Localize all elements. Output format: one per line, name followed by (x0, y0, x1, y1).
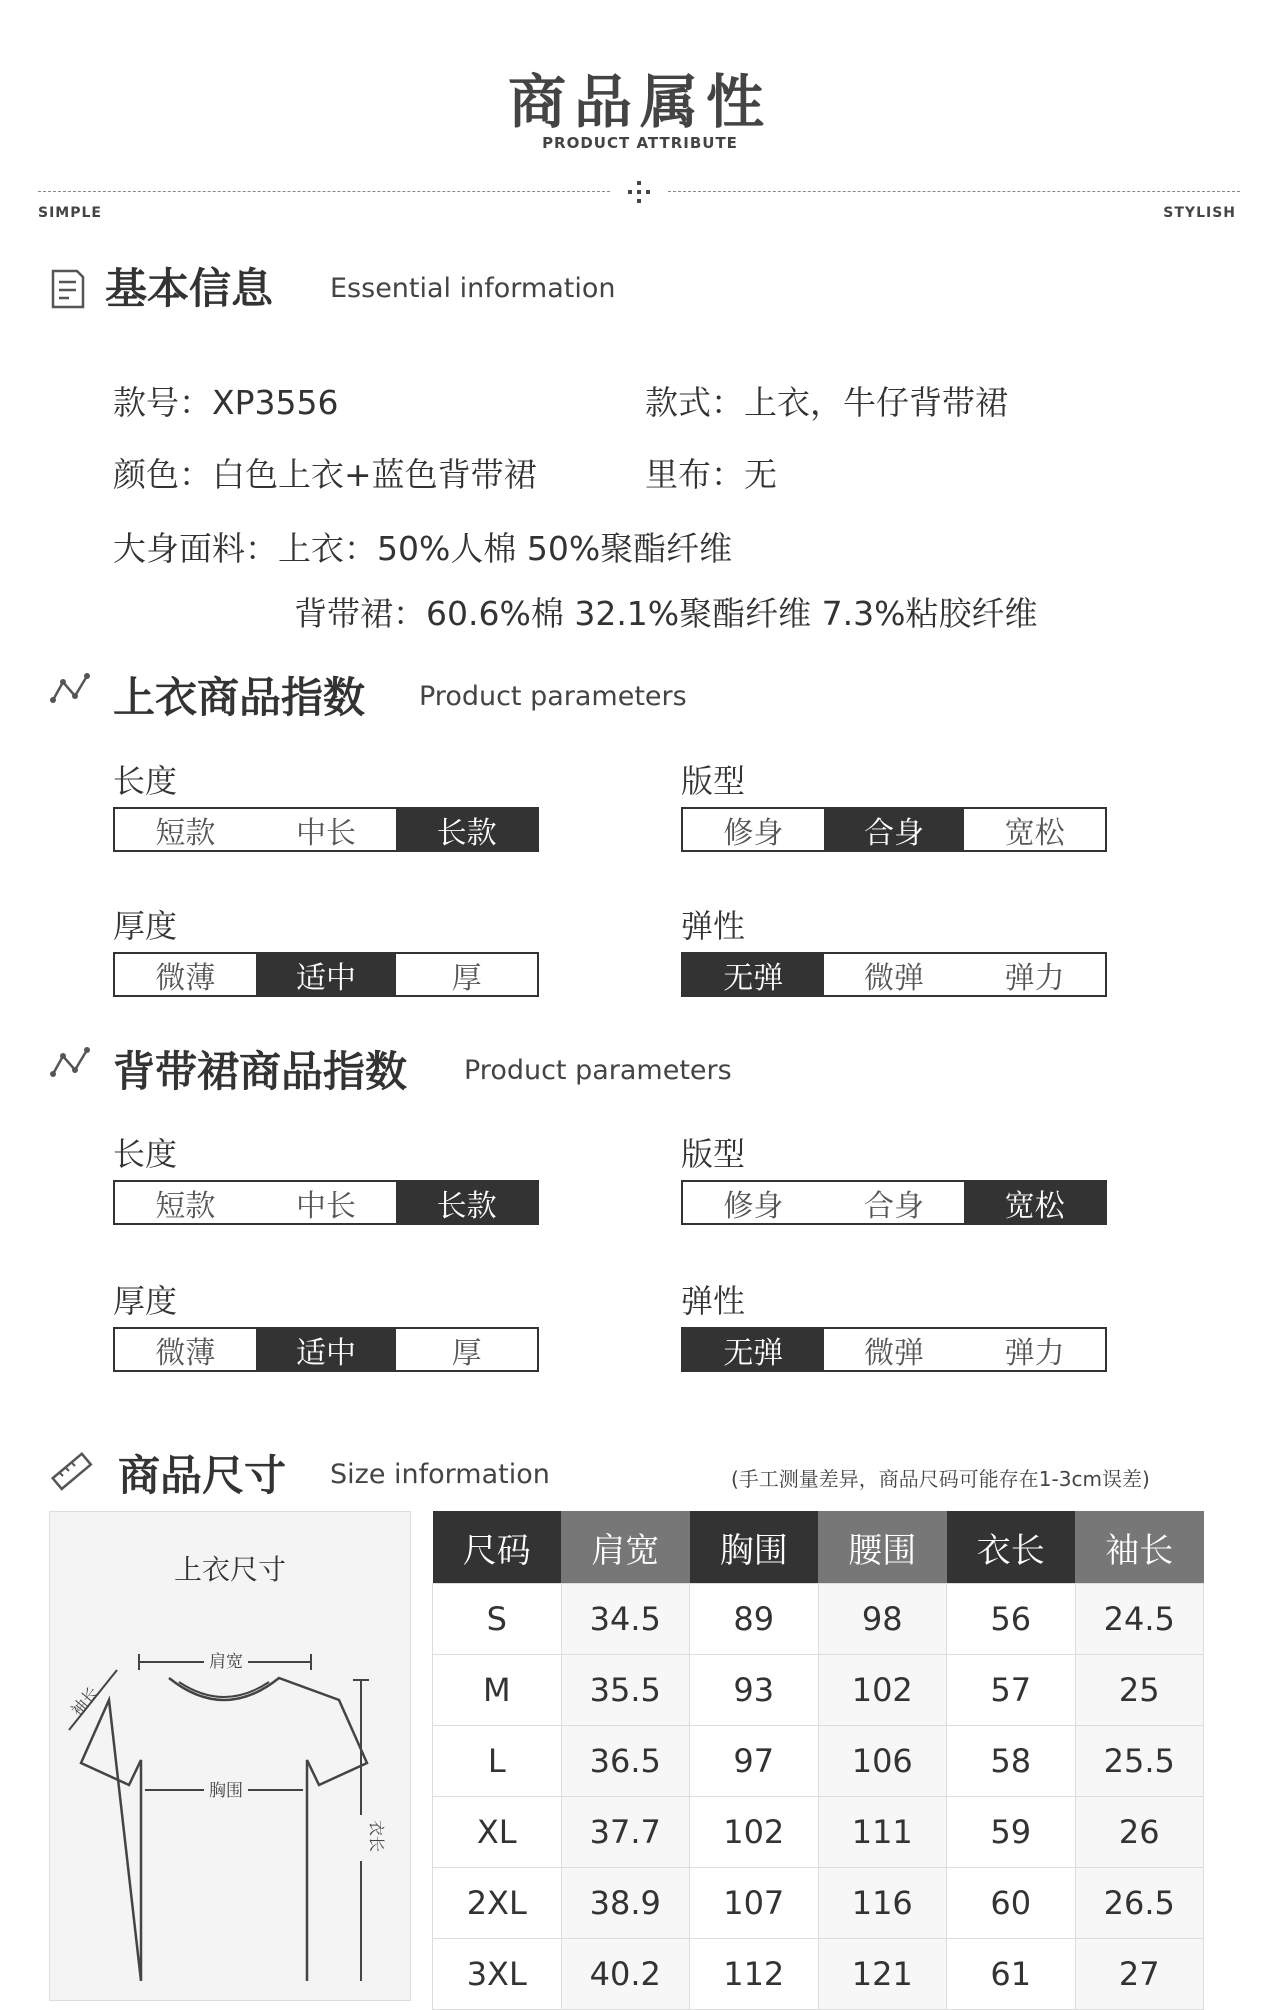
size-cell: 107 (690, 1868, 819, 1939)
table-row (433, 1726, 1204, 1797)
size-cell: 3XL (433, 1939, 562, 2010)
size-table (432, 1511, 1204, 2010)
size-header-cell: 衣长 (947, 1511, 1076, 1584)
divider-right (668, 191, 1240, 192)
label-stylish: STYLISH (1163, 205, 1236, 221)
table-row (433, 1655, 1204, 1726)
sleeve-label: 袖长 (67, 1683, 103, 1720)
top-fit-option: 宽松 (1004, 815, 1065, 851)
top-length-option: 中长 (296, 815, 356, 851)
size-cell: 24.5 (1075, 1584, 1204, 1655)
section-subtitle-skirt-params: Product parameters (464, 1055, 732, 1086)
skirt-length-option: 短款 (155, 1188, 216, 1224)
size-cell: 89 (690, 1584, 819, 1655)
top-elasticity-label: 弹性 (681, 907, 746, 945)
trend-icon (49, 672, 91, 706)
size-header-cell: 腰围 (818, 1511, 947, 1584)
skirt-fit-option: 合身 (864, 1188, 924, 1224)
shirt-outline (81, 1678, 367, 1981)
size-diagram-title: 上衣尺寸 (173, 1553, 286, 1586)
size-cell: 106 (818, 1726, 947, 1797)
skirt-fit-scale (681, 1180, 1107, 1225)
skirt-fit-option: 修身 (723, 1188, 784, 1224)
size-cell: 25.5 (1075, 1726, 1204, 1797)
top-thickness-label: 厚度 (113, 907, 178, 945)
style-number: 款号：XP3556 (113, 383, 339, 422)
shirt-collar (179, 1682, 269, 1697)
top-length-scale (113, 807, 539, 852)
size-cell: 34.5 (561, 1584, 690, 1655)
top-measurement-diagram (49, 1600, 411, 1981)
document-icon (49, 268, 87, 310)
top-length-option: 短款 (155, 815, 216, 851)
size-table-header (433, 1511, 1204, 1584)
size-cell: 112 (690, 1939, 819, 2010)
fabric-skirt: 背带裙：60.6%棉 32.1%聚酯纤维 7.3%粘胶纤维 (294, 594, 1038, 633)
table-row (433, 1797, 1204, 1868)
size-cell: 93 (690, 1655, 819, 1726)
top-thickness-option: 微薄 (155, 960, 216, 996)
table-row (433, 1939, 1204, 2010)
top-elasticity-option: 微弹 (864, 960, 924, 996)
size-cell: 98 (818, 1584, 947, 1655)
size-cell: 2XL (433, 1868, 562, 1939)
size-cell: 102 (818, 1655, 947, 1726)
top-fit-option: 合身 (824, 809, 965, 850)
size-cell: 58 (947, 1726, 1076, 1797)
section-subtitle-top-params: Product parameters (419, 681, 687, 712)
size-cell: L (433, 1726, 562, 1797)
size-header-cell: 袖长 (1075, 1511, 1204, 1584)
skirt-thickness-label: 厚度 (113, 1282, 178, 1320)
section-subtitle-basic: Essential information (330, 273, 616, 304)
size-cell: 26 (1075, 1797, 1204, 1868)
skirt-fit-option: 宽松 (964, 1182, 1105, 1223)
size-cell: 26.5 (1075, 1868, 1204, 1939)
size-cell: 61 (947, 1939, 1076, 2010)
size-cell: 111 (818, 1797, 947, 1868)
skirt-length-option: 长款 (396, 1182, 537, 1223)
size-cell: 102 (690, 1797, 819, 1868)
section-title-top-params: 上衣商品指数 (113, 673, 366, 722)
style-type: 款式：上衣，牛仔背带裙 (645, 383, 1008, 422)
section-title-basic: 基本信息 (105, 264, 274, 313)
label-simple: SIMPLE (38, 205, 102, 221)
skirt-thickness-option: 微薄 (155, 1335, 216, 1371)
top-thickness-option: 适中 (256, 954, 397, 995)
size-cell: 97 (690, 1726, 819, 1797)
size-cell: S (433, 1584, 562, 1655)
skirt-thickness-option: 厚 (451, 1335, 482, 1371)
size-header-cell: 尺码 (433, 1511, 562, 1584)
size-cell: 60 (947, 1868, 1076, 1939)
skirt-elasticity-option: 弹力 (1004, 1335, 1065, 1371)
size-cell: 57 (947, 1655, 1076, 1726)
size-cell: 37.7 (561, 1797, 690, 1868)
skirt-elasticity-scale (681, 1327, 1107, 1372)
divider-left (38, 191, 610, 192)
section-title-size: 商品尺寸 (118, 1451, 287, 1500)
trend-icon (49, 1046, 91, 1080)
top-length-option: 长款 (396, 809, 537, 850)
lining-info: 里布：无 (645, 455, 777, 494)
top-thickness-scale (113, 952, 539, 997)
shoulder-label: 肩宽 (209, 1652, 243, 1672)
size-cell: XL (433, 1797, 562, 1868)
skirt-thickness-scale (113, 1327, 539, 1372)
section-subtitle-size: Size information (330, 1459, 550, 1490)
skirt-elasticity-label: 弹性 (681, 1282, 746, 1320)
length-label: 衣长 (367, 1819, 386, 1853)
top-length-label: 长度 (113, 762, 178, 800)
table-row (433, 1584, 1204, 1655)
skirt-fit-label: 版型 (681, 1135, 746, 1173)
size-cell: 59 (947, 1797, 1076, 1868)
size-cell: 56 (947, 1584, 1076, 1655)
size-cell: M (433, 1655, 562, 1726)
size-cell: 36.5 (561, 1726, 690, 1797)
size-cell: 116 (818, 1868, 947, 1939)
size-header-cell: 胸围 (690, 1511, 819, 1584)
skirt-length-label: 长度 (113, 1135, 178, 1173)
size-cell: 27 (1075, 1939, 1204, 2010)
top-fit-option: 修身 (723, 815, 784, 851)
size-header-cell: 肩宽 (561, 1511, 690, 1584)
top-elasticity-scale (681, 952, 1107, 997)
skirt-length-option: 中长 (296, 1188, 356, 1224)
skirt-elasticity-option: 微弹 (864, 1335, 924, 1371)
top-fit-scale (681, 807, 1107, 852)
size-cell: 25 (1075, 1655, 1204, 1726)
table-row (433, 1868, 1204, 1939)
size-cell: 38.9 (561, 1868, 690, 1939)
chest-label: 胸围 (209, 1781, 243, 1801)
ornament-icon (626, 179, 652, 209)
top-elasticity-option: 弹力 (1004, 960, 1065, 996)
top-elasticity-option: 无弹 (683, 954, 824, 995)
size-cell: 35.5 (561, 1655, 690, 1726)
color-info: 颜色：白色上衣+蓝色背带裙 (113, 455, 537, 494)
top-fit-label: 版型 (681, 762, 746, 800)
skirt-thickness-option: 适中 (256, 1329, 397, 1370)
fabric-top: 大身面料：上衣：50%人棉 50%聚酯纤维 (113, 529, 733, 568)
page-title: 商品属性 (507, 68, 772, 136)
size-cell: 40.2 (561, 1939, 690, 2010)
size-note: (手工测量差异，商品尺码可能存在1-3cm误差) (731, 1467, 1150, 1491)
size-cell: 121 (818, 1939, 947, 2010)
skirt-elasticity-option: 无弹 (683, 1329, 824, 1370)
page-subtitle: PRODUCT ATTRIBUTE (542, 134, 738, 152)
skirt-length-scale (113, 1180, 539, 1225)
section-title-skirt-params: 背带裙商品指数 (113, 1047, 408, 1096)
top-thickness-option: 厚 (451, 960, 482, 996)
ruler-icon (49, 1450, 93, 1494)
